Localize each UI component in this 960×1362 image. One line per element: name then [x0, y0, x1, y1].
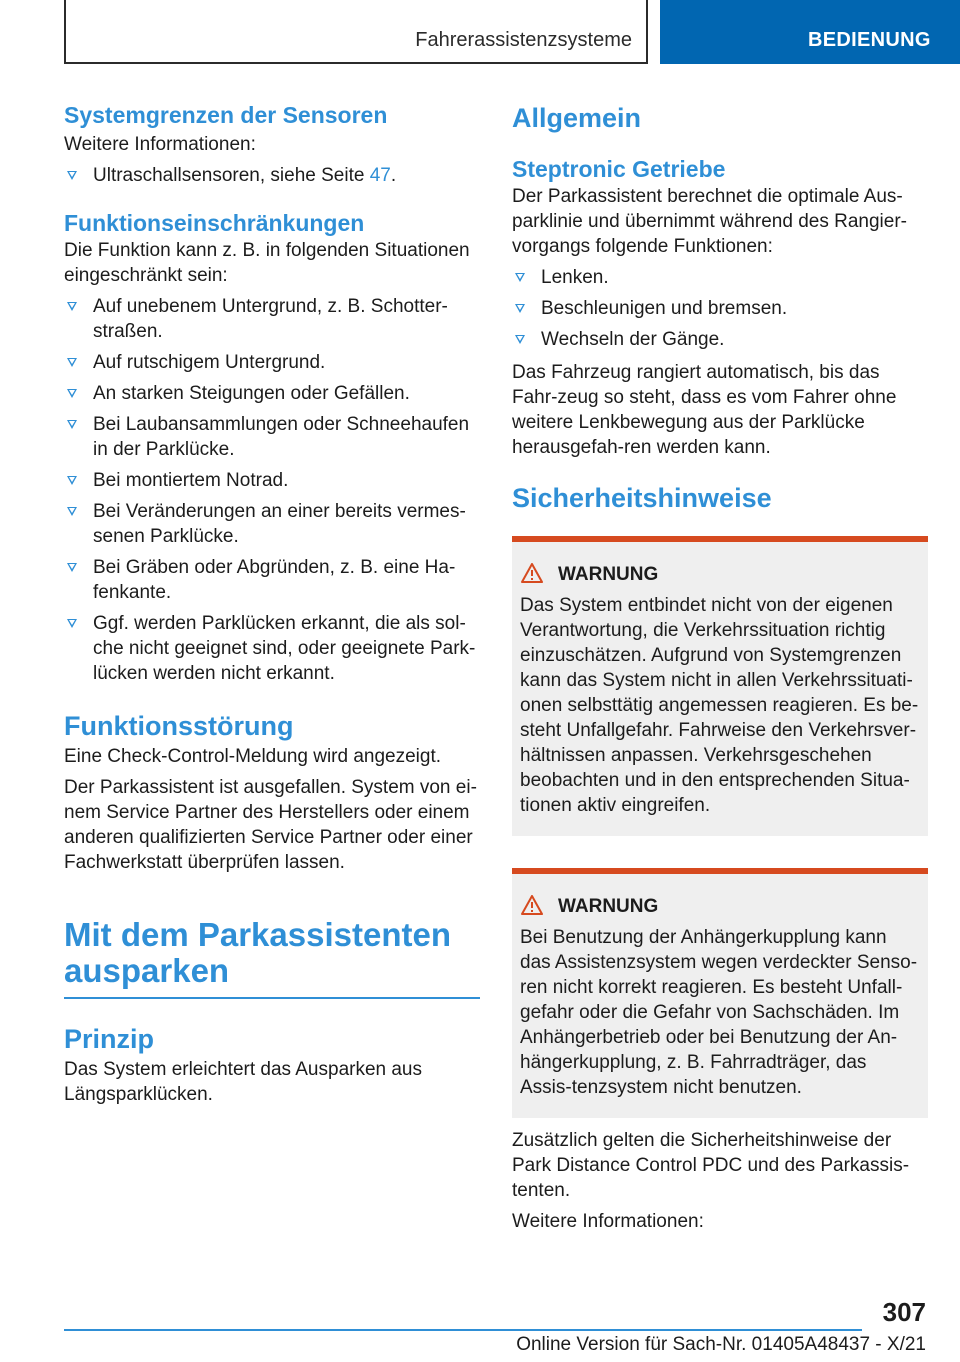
- list-item: [64, 350, 480, 375]
- header-section-title: Fahrerassistenzsysteme: [415, 29, 632, 51]
- paragraph-weitere-informationen: Weitere Informationen:: [64, 134, 256, 155]
- list-item: [512, 327, 928, 352]
- bullet-list-sensoren: [64, 163, 480, 188]
- heading-sicherheitshinweise: Sicherheitshinweise: [512, 483, 772, 513]
- warning-text: Das System entbindet nicht von der eigenen Verantwortung, die Verkehrssituation richtig einzuschätzen. Aufgrund von Systemgrenzen kann das System nicht in allen Verkehrssituati-onen selbsttätig angemessen reagieren. Es be-steht Unfallgefahr. Fahrweise den Verkehrsver-hältnissen anpassen. Verkehrsgeschehen beobachten und in den entsprechenden Situa-tionen aktiv eingreifen.: [520, 595, 919, 816]
- warning-text: Bei Benutzung der Anhängerkupplung kann das Assistenzsystem wegen verdeckter Senso-ren nicht korrekt reagieren. Es besteht Unfall-gefahr oder die Gefahr von Sachschäden. Im Anhängerbetrieb oder bei Benutzung der An-hängerkupplung, z. B. Fahrradträger, das Assis-tenzsystem nicht benutzen.: [520, 927, 918, 1098]
- list-item-text: Ultraschallsensoren, siehe Seite: [93, 165, 370, 186]
- bullet-triangle-icon: [67, 476, 77, 485]
- warning-box: [512, 868, 928, 1118]
- section-divider: [64, 997, 480, 999]
- list-item-text: Bei Laubansammlungen oder Schneehaufen in der Parklücke.: [93, 414, 470, 460]
- bullet-triangle-icon: [67, 171, 77, 180]
- paragraph-rangiert-automatisch: Das Fahrzeug rangiert automatisch, bis das Fahr-zeug so steht, dass es vom Fahrer ohne weitere Lenkbewegung aus der Parklücke herausgefah-ren werden kann.: [512, 362, 897, 458]
- list-item: [64, 499, 480, 549]
- footer-divider: [64, 1329, 862, 1331]
- paragraph-funktion-intro: Die Funktion kann z. B. in folgenden Situationen eingeschränkt sein:: [64, 240, 470, 286]
- bullet-triangle-icon: [67, 358, 77, 367]
- header-chapter-tab: [660, 0, 960, 64]
- page-number: 307: [882, 1297, 926, 1327]
- list-item-text: Auf unebenem Untergrund, z. B. Schotter-straßen.: [93, 296, 448, 342]
- bullet-triangle-icon: [67, 563, 77, 572]
- header-chapter-label: BEDIENUNG: [808, 29, 931, 51]
- bullet-list-einschraenkungen: [64, 294, 480, 686]
- bullet-list-funktionen: [512, 265, 928, 352]
- list-item: [64, 555, 480, 605]
- warning-title: [558, 894, 920, 919]
- list-item-text: An starken Steigungen oder Gefällen.: [93, 383, 410, 404]
- warning-box: [512, 536, 928, 836]
- paragraph-steptronic: Der Parkassistent berechnet die optimale Aus-parklinie und übernimmt während des Rangier-vorgangs folgende Funktionen:: [512, 186, 907, 257]
- paragraph-zusaetzliche-hinweise: Zusätzlich gelten die Sicherheitshinweise der Park Distance Control PDC und des Parkassis-tenten.: [512, 1130, 910, 1201]
- bullet-triangle-icon: [515, 335, 525, 344]
- footer-online-version: Online Version für Sach-Nr. 01405A48437 - X/21: [516, 1334, 926, 1355]
- heading-steptronic: Steptronic Getriebe: [512, 156, 726, 182]
- bullet-triangle-icon: [67, 420, 77, 429]
- bullet-triangle-icon: [67, 302, 77, 311]
- left-column: [64, 100, 480, 1107]
- list-item: [64, 294, 480, 344]
- list-item-text: Bei Veränderungen an einer bereits vermes-senen Parklücke.: [93, 501, 466, 547]
- bullet-triangle-icon: [67, 619, 77, 628]
- list-item-text: Auf rutschigem Untergrund.: [93, 352, 326, 373]
- page-reference-link[interactable]: 47: [369, 165, 391, 186]
- list-item: [64, 163, 480, 188]
- list-item-text: Ggf. werden Parklücken erkannt, die als sol-che nicht geeignet sind, oder geeignete Park-lücken werden nicht erkannt.: [93, 613, 476, 684]
- list-item-text: Beschleunigen und bremsen.: [541, 298, 788, 319]
- warning-title-text: WARNUNG: [558, 564, 659, 585]
- warning-title: [558, 562, 920, 587]
- list-item-text: Bei Gräben oder Abgründen, z. B. eine Ha-fenkante.: [93, 557, 456, 603]
- bullet-triangle-icon: [67, 507, 77, 516]
- bullet-triangle-icon: [515, 304, 525, 313]
- heading-prinzip: Prinzip: [64, 1024, 155, 1054]
- heading-funktionseinschraenkungen: Funktionseinschränkungen: [64, 210, 365, 236]
- warning-title-text: WARNUNG: [558, 896, 659, 917]
- heading-funktionsstoerung: Funktionsstörung: [64, 711, 294, 741]
- warning-triangle-icon: [521, 563, 543, 583]
- list-item-text: Wechseln der Gänge.: [541, 329, 725, 350]
- heading-allgemein: Allgemein: [512, 103, 642, 133]
- list-item: [64, 412, 480, 462]
- list-item: [64, 611, 480, 686]
- list-item: [512, 296, 928, 321]
- list-item-text: Lenken.: [541, 267, 609, 288]
- paragraph-prinzip: Das System erleichtert das Ausparken aus Längsparklücken.: [64, 1059, 423, 1105]
- list-item: [512, 265, 928, 290]
- list-item: [64, 381, 480, 406]
- list-item-text: Bei montiertem Notrad.: [93, 470, 289, 491]
- right-column: [512, 100, 928, 1234]
- paragraph-check-control: Eine Check-Control-Meldung wird angezeigt.: [64, 746, 442, 767]
- paragraph-weitere-informationen: Weitere Informationen:: [512, 1211, 704, 1232]
- list-item-suffix: .: [390, 165, 397, 186]
- header-section-box: [64, 0, 648, 64]
- list-item: [64, 468, 480, 493]
- warning-triangle-icon: [521, 895, 543, 915]
- paragraph-parkassistent-ausgefallen: Der Parkassistent ist ausgefallen. System von ei-nem Service Partner des Herstellers oder einem anderen qualifizierten Service Partner oder einer Fachwerkstatt überprüfen lassen.: [64, 777, 477, 873]
- heading-systemgrenzen: Systemgrenzen der Sensoren: [64, 102, 388, 128]
- heading-ausparken: Mit dem Parkassistenten ausparken: [64, 916, 451, 989]
- bullet-triangle-icon: [515, 273, 525, 282]
- bullet-triangle-icon: [67, 389, 77, 398]
